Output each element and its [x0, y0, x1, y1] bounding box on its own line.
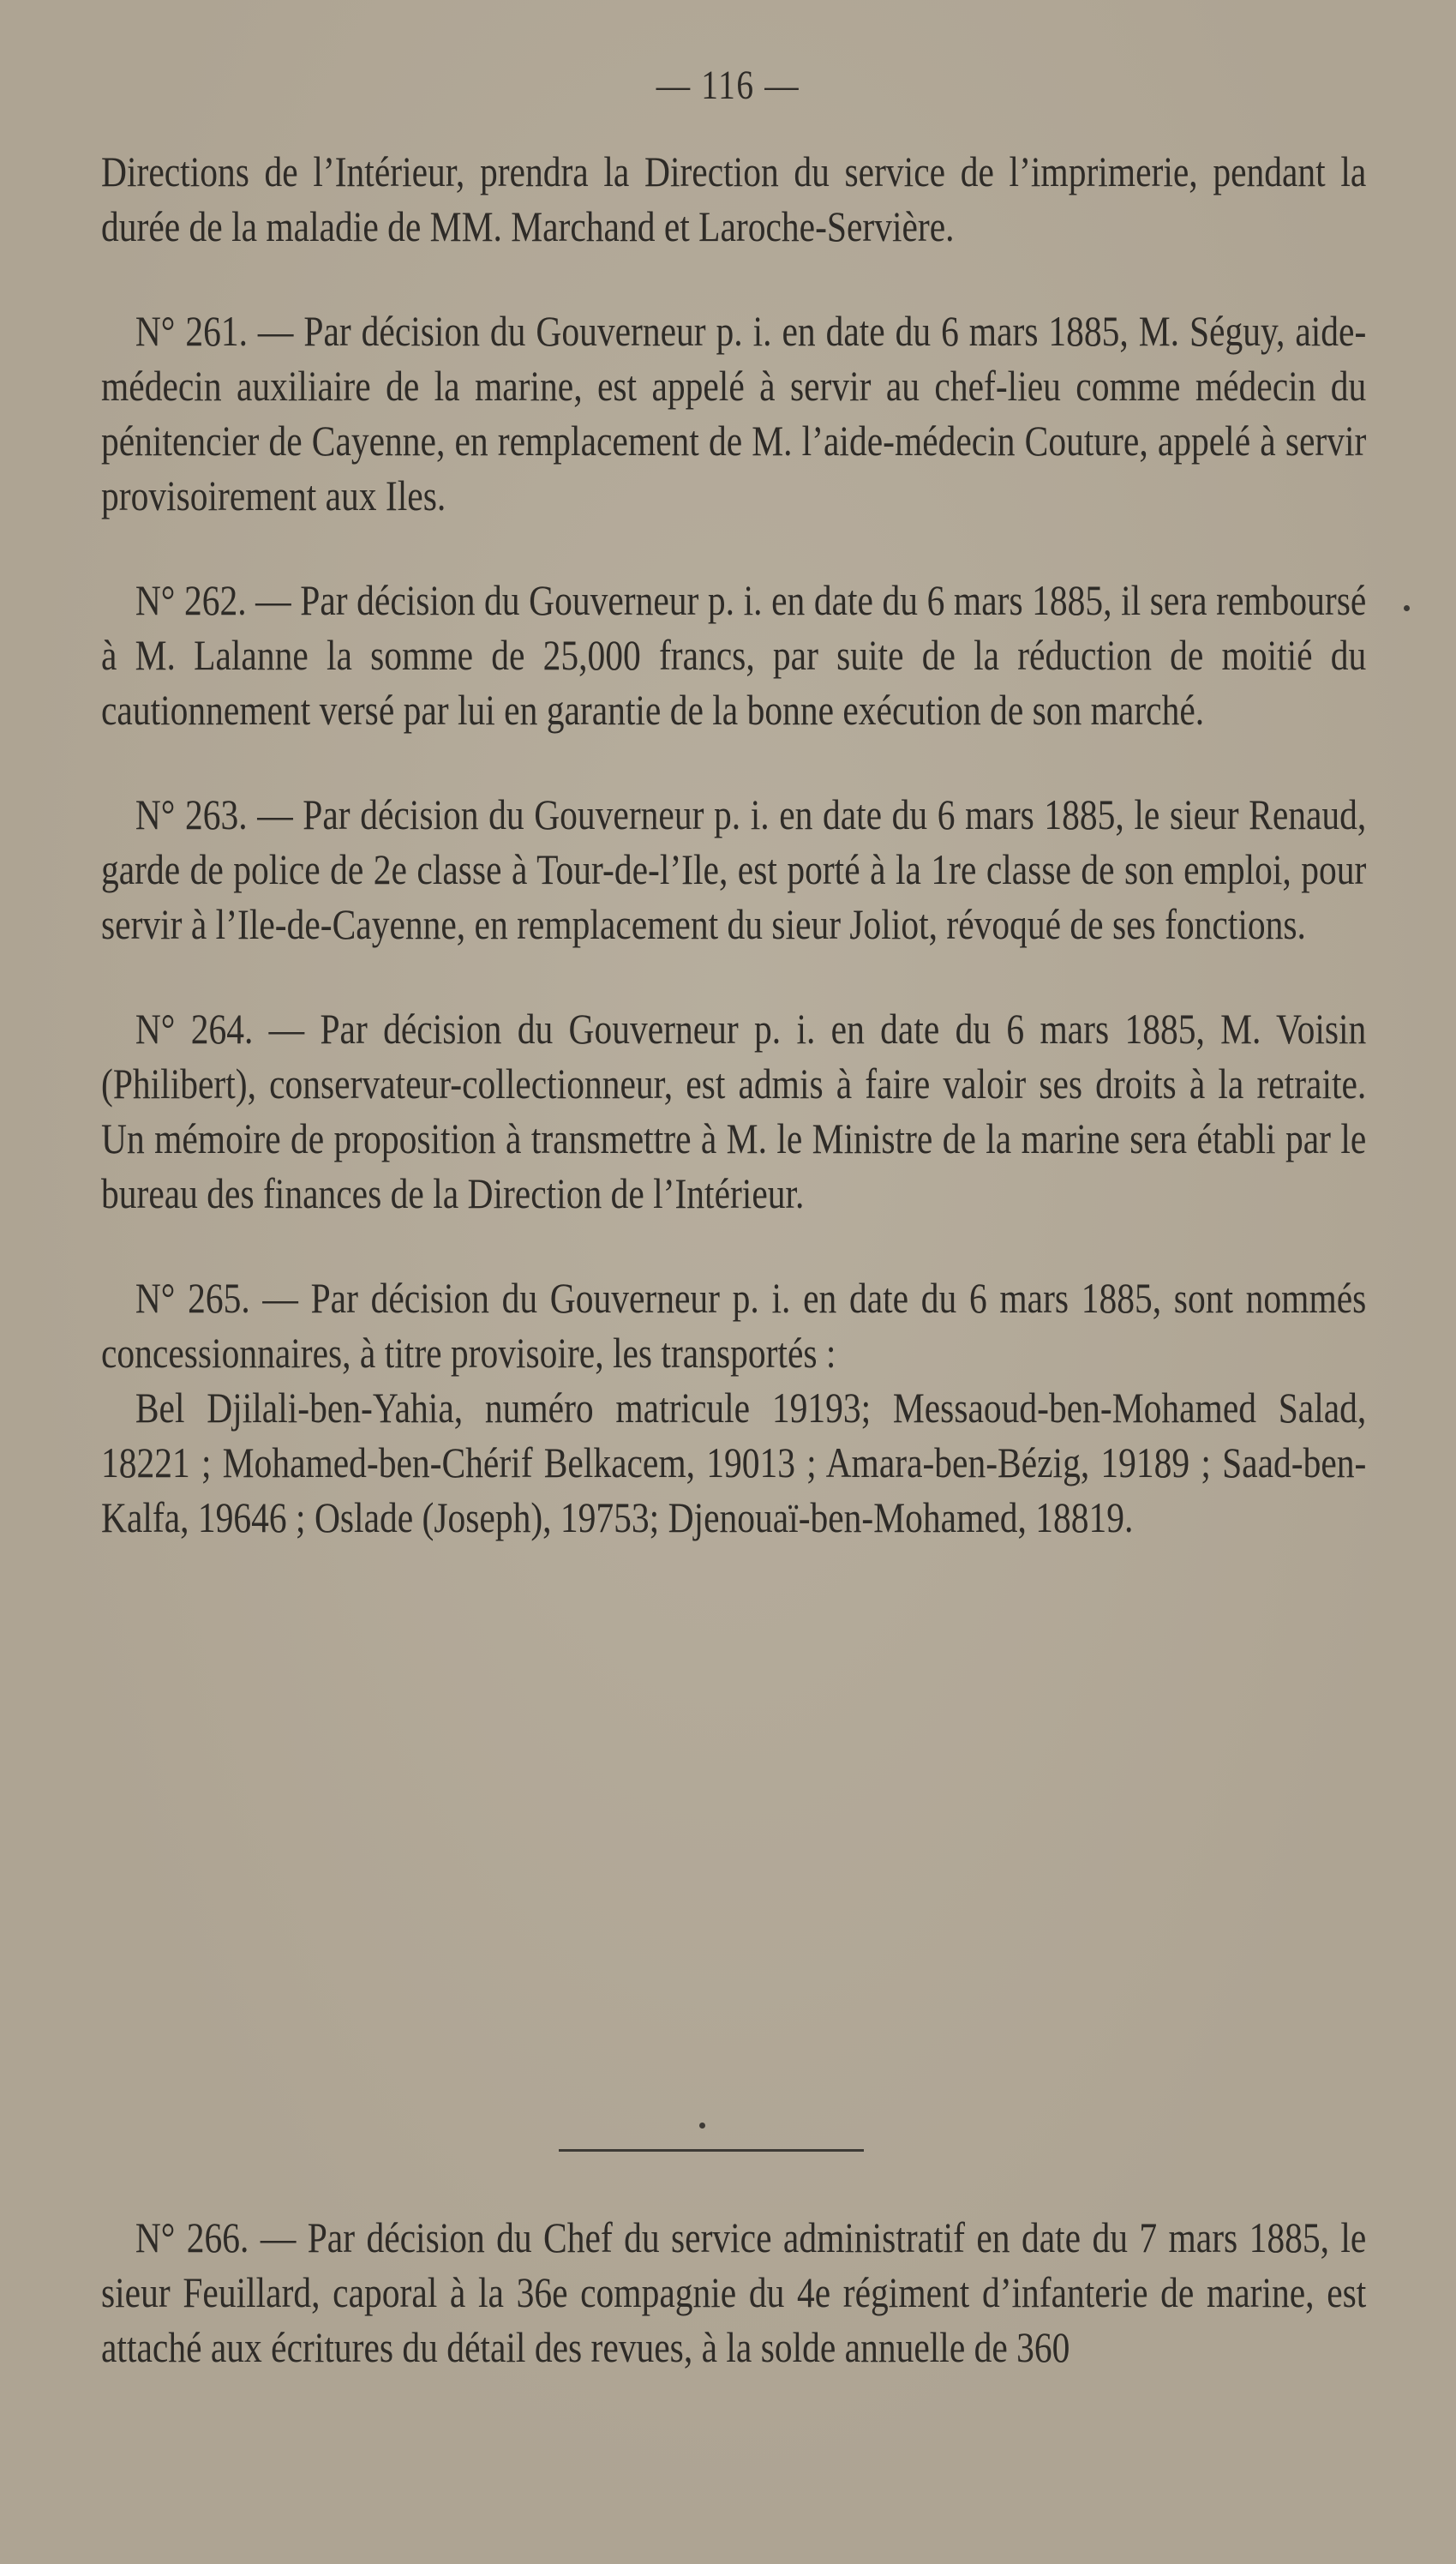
paragraph-266: N° 266. — Par décision du Chef du service administratif en date du 7 mars 1885, le sieur Feuillard, caporal à la 36e compagnie du 4e régiment d’infanterie de marine, est attaché aux écritures du détail des revues, à la solde annuelle de 360	[101, 2213, 1367, 2371]
paragraph-continuation: Directions de l’Intérieur, prendra la Direction du service de l’imprimerie, pendant la durée de la maladie de MM. Marchand et Laroche-Servière.	[101, 147, 1367, 250]
document-body-lower	[101, 2210, 1367, 2375]
page-number: — 116 —	[656, 63, 800, 108]
paragraph-265-list: Bel Djilali-ben-Yahia, numéro matricule 19193; Messaoud-ben-Mohamed Salad, 18221 ; Mohamed-ben-Chérif Belkacem, 19013 ; Amara-ben-Bézig, 19189 ; Saad-ben-Kalfa, 19646 ; Oslade (Joseph), 19753; Djenouaï-ben-Mohamed, 18819.	[101, 1384, 1367, 1541]
document-body	[101, 144, 1367, 1545]
section-divider	[559, 2149, 864, 2152]
paragraph-265: N° 265. — Par décision du Gouverneur p. i. en date du 6 mars 1885, sont nommés concessionnaires, à titre provisoire, les transportés :	[101, 1274, 1367, 1377]
paragraph-264: N° 264. — Par décision du Gouverneur p. i. en date du 6 mars 1885, M. Voisin (Philibert), conservateur-collectionneur, est admis à faire valoir ses droits à la retraite. Un mémoire de proposition à transmettre à M. le Ministre de la marine sera établi par le bureau des finances de la Direction de l’Intérieur.	[101, 1005, 1367, 1217]
paragraph-263: N° 263. — Par décision du Gouverneur p. i. en date du 6 mars 1885, le sieur Renaud, garde de police de 2e classe à Tour-de-l’Ile, est porté à la 1re classe de son emploi, pour servir à l’Ile-de-Cayenne, en remplacement du sieur Joliot, révoqué de ses fonctions.	[101, 790, 1367, 948]
ink-speck	[1404, 605, 1410, 611]
paragraph-262: N° 262. — Par décision du Gouverneur p. i. en date du 6 mars 1885, il sera remboursé à M. Lalanne la somme de 25,000 francs, par suite de la réduction de moitié du cautionnement versé par lui en garantie de la bonne exécution de son marché.	[101, 576, 1367, 734]
paragraph-261: N° 261. — Par décision du Gouverneur p. i. en date du 6 mars 1885, M. Séguy, aide-médecin auxiliaire de la marine, est appelé à servir au chef-lieu comme médecin du pénitencier de Cayenne, en remplacement de M. l’aide-médecin Couture, appelé à servir provisoirement aux Iles.	[101, 307, 1367, 519]
ink-speck	[699, 2123, 705, 2129]
